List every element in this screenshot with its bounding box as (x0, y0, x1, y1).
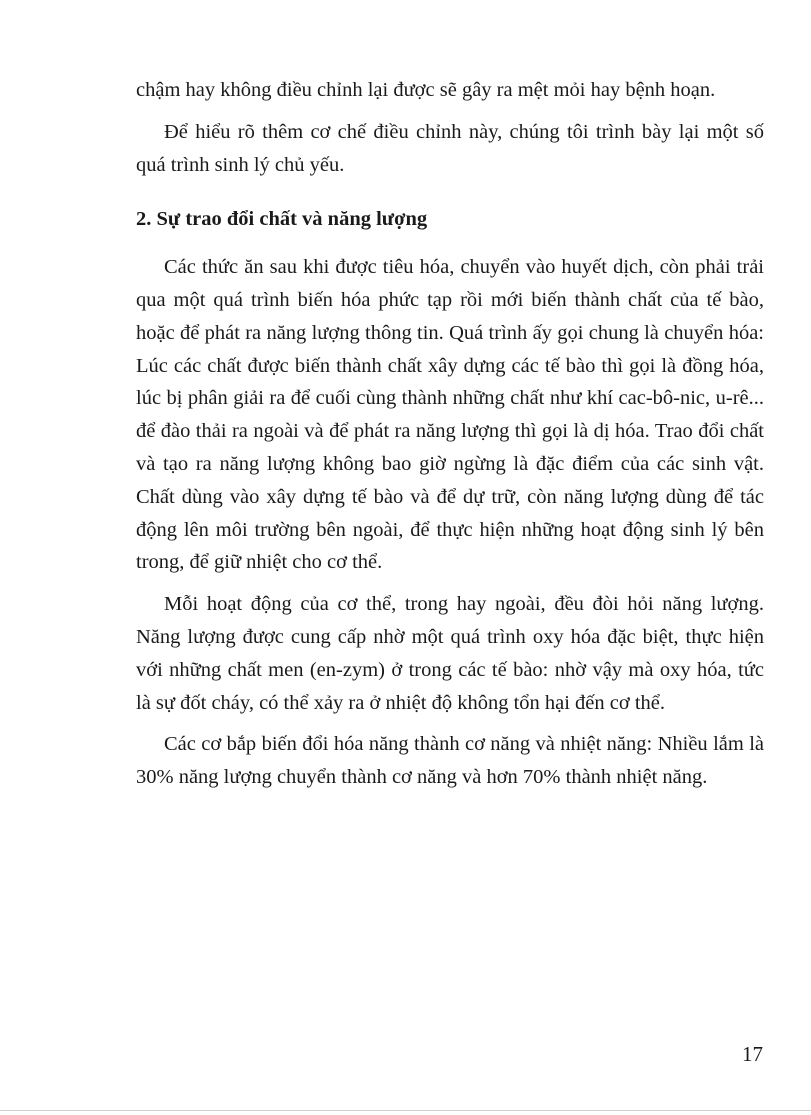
section-heading: 2. Sự trao đổi chất và năng lượng (136, 208, 428, 231)
page-bottom-edge (0, 1110, 811, 1111)
paragraph-continuation: chậm hay không điều chỉnh lại được sẽ gây ra mệt mỏi hay bệnh hoạn. (136, 79, 716, 101)
paragraph-muscles: Các cơ bắp biến đổi hóa năng thành cơ năng và nhiệt năng: Nhiều lắm là 30% năng lượng chuyển thành cơ năng và hơn 70% thành nhiệt năng. (136, 733, 764, 789)
paragraph-intro: Để hiểu rõ thêm cơ chế điều chỉnh này, chúng tôi trình bày lại một số quá trình sinh lý chủ yếu. (136, 120, 764, 176)
paragraph-energy: Mỗi hoạt động của cơ thể, trong hay ngoài, đều đòi hỏi năng lượng. Năng lượng được cung cấp nhờ một quá trình oxy hóa đặc biệt, thực hiện với những chất men (en-zym) ở trong các tế bào: nhờ vậy mà oxy hóa, tức là sự đốt cháy, có thể xảy ra ở nhiệt độ không tổn hại đến cơ thể. (136, 593, 764, 714)
paragraph-metabolism: Các thức ăn sau khi được tiêu hóa, chuyển vào huyết dịch, còn phải trải qua một quá trình biến hóa phức tạp rồi mới biến thành chất của tế bào, hoặc để phát ra năng lượng thông tin. Quá trình ấy gọi chung là chuyển hóa: Lúc các chất được biến thành chất xây dựng các tế bào thì gọi là đồng hóa, lúc bị phân giải ra để cuối cùng thành những chất như khí cac-bô-nic, u-rê... để đào thải ra ngoài và để phát ra năng lượng thì gọi là dị hóa. Trao đổi chất và tạo ra năng lượng không bao giờ ngừng là đặc điểm của các sinh vật. Chất dùng vào xây dựng tế bào và để dự trữ, còn năng lượng dùng để tác động lên môi trường bên ngoài, để thực hiện những hoạt động sinh lý bên trong, để giữ nhiệt cho cơ thể. (136, 256, 764, 574)
page-content (136, 74, 764, 794)
page-number: 17 (742, 1042, 763, 1066)
